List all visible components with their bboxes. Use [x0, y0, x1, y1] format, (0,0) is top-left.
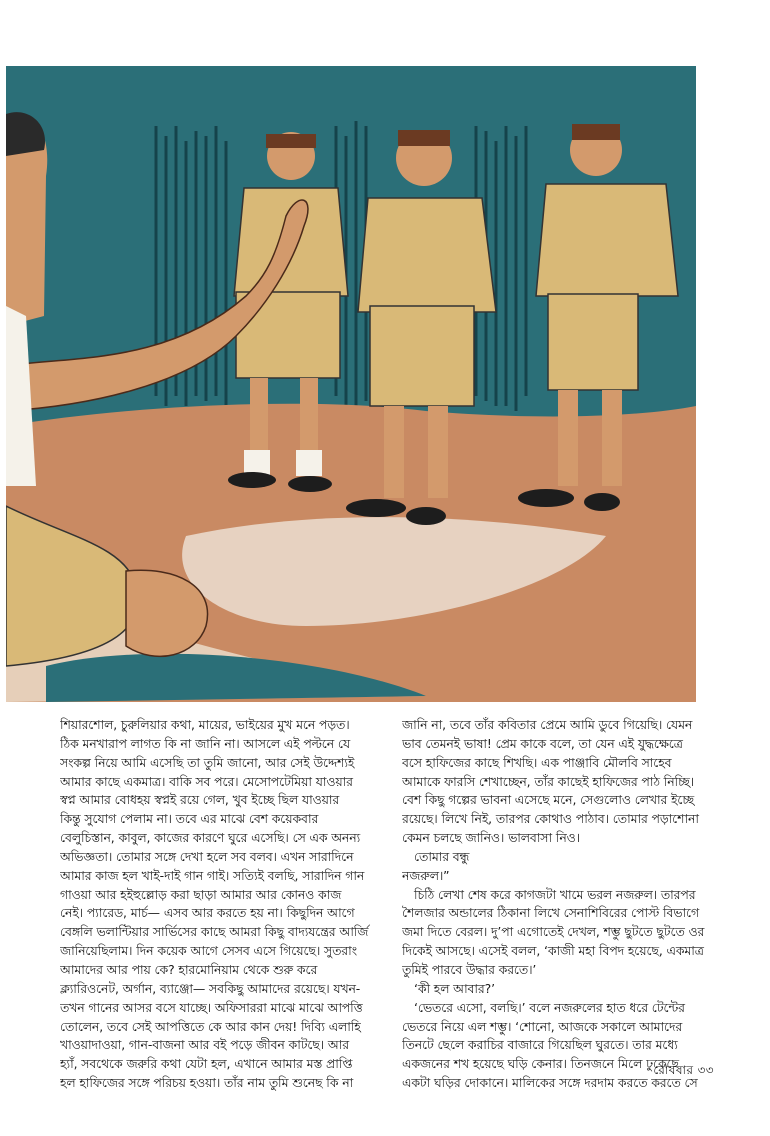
text-line: দিকেই আসছে। এসেই বলল, ‘কাজী মহা বিপদ হয়েছে, একমাত্র — [402, 943, 704, 959]
text-line: চিঠি লেখা শেষ করে কাগজটা খামে ভরল নজরুল। তারপর — [414, 886, 696, 902]
dialogue-line: ‘ভেতরে এসো, বলছি।’ বলে নজরুলের হাত ধরে টেন্টের — [414, 999, 685, 1015]
text-line: বেলুচিস্তান, কাবুল, কাজের কারণে ঘুরে এসেছি। সে এক অনন্য — [60, 830, 361, 846]
text-line: আমাদের আর পায় কে? হারমোনিয়াম থেকে শুরু করে — [60, 961, 318, 977]
text-line: বেঙ্গলি ভলান্টিয়ার সার্ভিসের কাছে আমরা কিছু বাদ্যযন্ত্রের আর্জি — [60, 924, 369, 940]
text-line: শিয়ারশোল, চুরুলিয়ার কথা, মায়ের, ভাইয়ের মুখ মনে পড়ত। — [60, 717, 350, 732]
soldiers-illustration-icon — [6, 66, 696, 702]
dialogue-line: ‘কী হল আবার?’ — [414, 980, 495, 996]
left-text-column — [60, 716, 380, 1093]
text-line: ক্ল্যারিওনেট, অর্গান, ব্যাঞ্জো— সবকিছু আমাদের রয়েছে। যখন- — [60, 980, 361, 996]
text-line: জানি না, তবে তাঁর কবিতার প্রেমে আমি ডুবে গিয়েছি। যেমন — [402, 717, 693, 732]
text-line: নেই। প্যারেড, মার্চ— এসব আর করতে হয় না। কিছুদিন আগে — [60, 905, 355, 921]
text-line: বসে হাফিজের কাছে শিখছি। এক পাঞ্জাবি মৌলবি সাহেব — [402, 754, 672, 770]
text-line: হল হাফিজের সঙ্গে পরিচয় হওয়া। তাঁর নাম তুমি শুনেছ কি না — [60, 1075, 354, 1091]
letter-signature: নজরুল।” — [402, 867, 450, 883]
text-line: গাওয়া আর হইহুল্লোড় করা ছাড়া আমার আর কোনও কাজ — [60, 886, 342, 902]
text-line: ভাব তেমনই ভাষা! প্রেম কাকে বলে, তা যেন এই যুদ্ধক্ষেত্রে — [402, 735, 683, 751]
text-line: একটা ঘড়ির দোকানে। মালিকের সঙ্গে দরদাম করতে করতে সে — [402, 1075, 698, 1091]
text-line: স্বপ্ন আমার বোধহয় স্বপ্নই রয়ে গেল, খুব ইচ্ছে ছিল যাওয়ার — [60, 792, 340, 808]
text-line: একজনের শখ হয়েছে ঘড়ি কেনার। তিনজনে মিলে ঢুকেছে — [402, 1056, 679, 1072]
page-folio: রোববার ৩৩ — [653, 1063, 714, 1077]
text-line: তুমিই পারবে উদ্ধার করতে।’ — [402, 961, 537, 977]
right-text-column — [402, 716, 706, 1093]
text-line: তোলেন, তবে সেই আপত্তিতে কে আর কান দেয়! দিব্যি এলাহি — [60, 1018, 361, 1034]
text-line: শৈলজার অন্ডালের ঠিকানা লিখে সেনাশিবিরের পোস্ট বিভাগে — [402, 905, 700, 921]
text-line: কিন্তু সুযোগ পেলাম না। তবে এর মাঝে বেশ কয়েকবার — [60, 811, 319, 827]
story-illustration — [6, 66, 696, 702]
text-line: তিনটে ছেলে করাচির বাজারে গিয়েছিল ঘুরতে। তার মধ্যে — [402, 1037, 678, 1053]
text-line: রয়েছে। লিখে নিই, তারপর কোথাও পাঠাব। তোমার পড়াশোনা — [402, 811, 699, 827]
text-line: ভেতরে নিয়ে এল শম্ভু। ‘শোনো, আজকে সকালে আমাদের — [402, 1018, 683, 1034]
text-line: আমাকে ফারসি শেখাচ্ছেন, তাঁর কাছেই হাফিজের পাঠ নিচ্ছি। — [402, 773, 695, 789]
text-line: আমার কাজ হল খাই-দাই গান গাই। সত্যিই বলছি, সারাদিন গান — [60, 867, 365, 883]
text-line: জমা দিতে বেরল। দু’পা এগোতেই দেখল, শম্ভু ছুটতে ছুটতে ওর — [402, 924, 705, 940]
text-line: হ্যাঁ, সবথেকে জরুরি কথা যেটা হল, এখানে আমার মস্ত প্রাপ্তি — [60, 1056, 353, 1072]
letter-closing: তোমার বন্ধু — [414, 848, 470, 864]
text-line: কেমন চলছে জানিও। ভালবাসা নিও। — [402, 830, 581, 846]
text-line: খাওয়াদাওয়া, গান-বাজনা আর বই পড়ে জীবন কাটছে। আর — [60, 1037, 349, 1053]
text-line: আমার কাছে একমাত্র। বাকি সব পরে। মেসোপটেমিয়া যাওয়ার — [60, 773, 353, 789]
text-line: বেশ কিছু গল্পের ভাবনা এসেছে মনে, সেগুলোও লেখার ইচ্ছে — [402, 792, 695, 808]
text-line: অভিজ্ঞতা। তোমার সঙ্গে দেখা হলে সব বলব। এখন সারাদিনে — [60, 848, 354, 864]
text-line: তখন গানের আসর বসে যাচ্ছে। অফিসাররা মাঝে মাঝে আপত্তি — [60, 999, 363, 1015]
text-line: ঠিক মনখারাপ লাগত কি না জানি না। আসলে এই পল্টনে যে — [60, 735, 350, 751]
text-line: জানিয়েছিলাম। দিন কয়েক আগে সেসব এসে গিয়েছে। সুতরাং — [60, 943, 357, 959]
text-line: সংকল্প নিয়ে আমি এসেছি তা তুমি জানো, আর সেই উদ্দেশ্যই — [60, 754, 355, 770]
